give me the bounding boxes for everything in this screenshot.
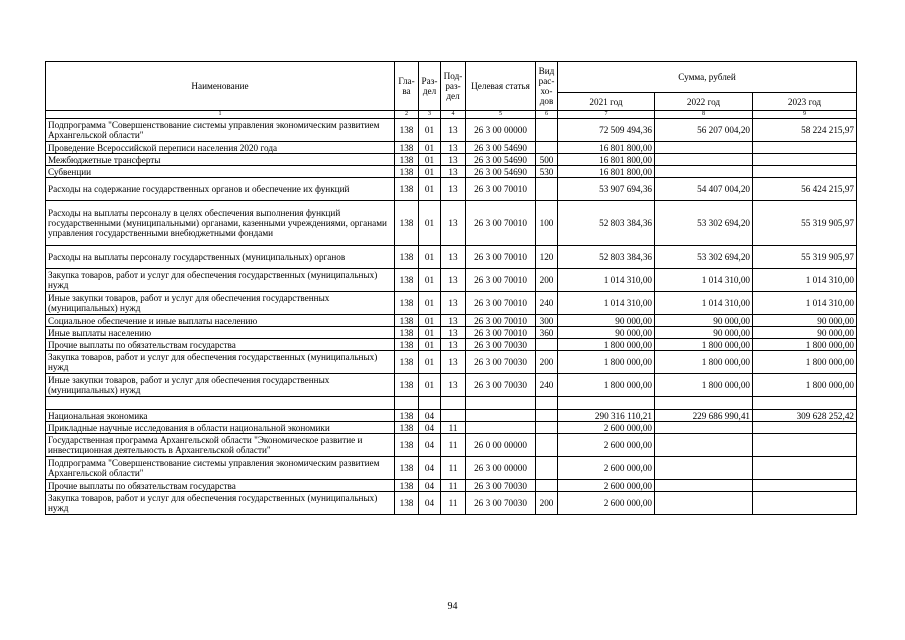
cell-subsection: 13 (441, 374, 466, 397)
cell-amount-2021: 1 014 310,00 (558, 292, 655, 315)
cell-chapter: 138 (395, 201, 419, 246)
cell-section: 01 (419, 246, 441, 269)
table-row (46, 492, 857, 515)
cell-target-article: 26 3 00 70010 (466, 292, 536, 315)
cell-target-article: 26 3 00 00000 (466, 119, 536, 142)
table-row (46, 351, 857, 374)
cell-expense-type: 200 (536, 351, 558, 374)
cell-amount-2021: 2 600 000,00 (558, 480, 655, 492)
cell-target-article (466, 410, 536, 422)
table-header (46, 62, 857, 119)
header-chapter: Гла-ва (395, 62, 419, 111)
cell-amount-2023: 1 800 000,00 (753, 351, 857, 374)
cell-expense-type: 120 (536, 246, 558, 269)
cell-section: 01 (419, 119, 441, 142)
cell-expense-type: 240 (536, 374, 558, 397)
cell-section: 01 (419, 154, 441, 166)
cell-amount-2022: 1 800 000,00 (655, 339, 753, 351)
cell-section: 01 (419, 166, 441, 178)
cell-subsection: 13 (441, 246, 466, 269)
cell-chapter: 138 (395, 292, 419, 315)
table-row (46, 269, 857, 292)
cell-amount-2021: 52 803 384,36 (558, 201, 655, 246)
cell-amount-2023: 55 319 905,97 (753, 201, 857, 246)
cell-amount-2022 (655, 166, 753, 178)
cell-expense-type (536, 339, 558, 351)
cell-amount-2023: 90 000,00 (753, 315, 857, 327)
cell-name: Закупка товаров, работ и услуг для обеспечения государственных (муниципальных) нужд (46, 351, 395, 374)
cell-target-article (466, 422, 536, 434)
cell-name: Иные выплаты населению (46, 327, 395, 339)
cell-chapter: 138 (395, 327, 419, 339)
cell-amount-2022: 90 000,00 (655, 327, 753, 339)
cell-amount-2023 (753, 422, 857, 434)
cell-subsection (441, 397, 466, 410)
cell-target-article: 26 3 00 54690 (466, 166, 536, 178)
cell-section: 04 (419, 492, 441, 515)
cell-expense-type: 200 (536, 492, 558, 515)
cell-name: Прочие выплаты по обязательствам государства (46, 480, 395, 492)
column-number: 1 (46, 111, 395, 119)
column-number: 4 (441, 111, 466, 119)
cell-expense-type (536, 480, 558, 492)
cell-amount-2021: 52 803 384,36 (558, 246, 655, 269)
cell-name: Иные закупки товаров, работ и услуг для обеспечения государственных (муниципальных) нужд (46, 292, 395, 315)
header-section: Раз-дел (419, 62, 441, 111)
cell-amount-2022 (655, 422, 753, 434)
table-body (46, 119, 857, 515)
cell-expense-type: 500 (536, 154, 558, 166)
budget-table (45, 61, 857, 515)
cell-amount-2021: 290 316 110,21 (558, 410, 655, 422)
column-number: 6 (536, 111, 558, 119)
cell-chapter: 138 (395, 178, 419, 201)
cell-name: Проведение Всероссийской переписи населения 2020 года (46, 142, 395, 154)
header-year-2023: 2023 год (753, 93, 857, 111)
header-year-2021: 2021 год (558, 93, 655, 111)
cell-amount-2021: 16 801 800,00 (558, 166, 655, 178)
cell-amount-2023: 1 014 310,00 (753, 269, 857, 292)
cell-section: 01 (419, 327, 441, 339)
cell-amount-2023 (753, 154, 857, 166)
cell-expense-type: 360 (536, 327, 558, 339)
cell-amount-2021: 1 014 310,00 (558, 269, 655, 292)
cell-amount-2022: 53 302 694,20 (655, 246, 753, 269)
cell-name: Расходы на содержание государственных органов и обеспечение их функций (46, 178, 395, 201)
cell-amount-2021: 72 509 494,36 (558, 119, 655, 142)
cell-target-article: 26 3 00 70010 (466, 269, 536, 292)
table-row (46, 457, 857, 480)
cell-amount-2022: 1 800 000,00 (655, 351, 753, 374)
table-row (46, 201, 857, 246)
cell-target-article: 26 3 00 70030 (466, 374, 536, 397)
cell-section: 01 (419, 315, 441, 327)
table-row (46, 119, 857, 142)
cell-name: Национальная экономика (46, 410, 395, 422)
cell-section: 01 (419, 178, 441, 201)
cell-expense-type (536, 142, 558, 154)
cell-target-article: 26 3 00 00000 (466, 457, 536, 480)
cell-amount-2021: 16 801 800,00 (558, 154, 655, 166)
cell-section: 01 (419, 374, 441, 397)
cell-name: Межбюджетные трансферты (46, 154, 395, 166)
table-row (46, 142, 857, 154)
cell-target-article (466, 397, 536, 410)
cell-chapter: 138 (395, 457, 419, 480)
cell-name: Субвенции (46, 166, 395, 178)
header-name: Наименование (46, 62, 395, 111)
cell-target-article: 26 3 00 70010 (466, 327, 536, 339)
cell-amount-2023 (753, 480, 857, 492)
cell-amount-2022 (655, 457, 753, 480)
column-number: 2 (395, 111, 419, 119)
cell-section: 01 (419, 351, 441, 374)
cell-chapter (395, 397, 419, 410)
cell-amount-2023 (753, 397, 857, 410)
cell-subsection: 13 (441, 166, 466, 178)
cell-name: Подпрограмма "Совершенствование системы управления экономическим развитием Архангельской области" (46, 457, 395, 480)
cell-amount-2021: 1 800 000,00 (558, 351, 655, 374)
cell-subsection: 13 (441, 178, 466, 201)
cell-amount-2023 (753, 166, 857, 178)
cell-amount-2022 (655, 397, 753, 410)
cell-chapter: 138 (395, 142, 419, 154)
cell-chapter: 138 (395, 434, 419, 457)
cell-chapter: 138 (395, 480, 419, 492)
cell-expense-type (536, 119, 558, 142)
cell-name: Социальное обеспечение и иные выплаты населению (46, 315, 395, 327)
cell-section: 01 (419, 339, 441, 351)
cell-subsection: 13 (441, 327, 466, 339)
cell-amount-2023: 1 800 000,00 (753, 374, 857, 397)
cell-subsection: 11 (441, 480, 466, 492)
cell-subsection: 11 (441, 457, 466, 480)
table-row (46, 339, 857, 351)
cell-amount-2021: 53 907 694,36 (558, 178, 655, 201)
column-number: 5 (466, 111, 536, 119)
table-row (46, 154, 857, 166)
column-number: 9 (753, 111, 857, 119)
cell-amount-2022: 229 686 990,41 (655, 410, 753, 422)
table-row (46, 434, 857, 457)
cell-amount-2023: 56 424 215,97 (753, 178, 857, 201)
cell-name: Иные закупки товаров, работ и услуг для обеспечения государственных (муниципальных) нужд (46, 374, 395, 397)
column-number: 3 (419, 111, 441, 119)
cell-section: 01 (419, 292, 441, 315)
cell-chapter: 138 (395, 166, 419, 178)
cell-amount-2023 (753, 142, 857, 154)
cell-amount-2023 (753, 492, 857, 515)
cell-section: 04 (419, 434, 441, 457)
cell-name: Прочие выплаты по обязательствам государства (46, 339, 395, 351)
cell-chapter: 138 (395, 492, 419, 515)
cell-name: Государственная программа Архангельской области "Экономическое развитие и инвестиционная деятельность в Архангельской области" (46, 434, 395, 457)
cell-amount-2023: 1 800 000,00 (753, 339, 857, 351)
cell-amount-2022: 1 800 000,00 (655, 374, 753, 397)
cell-amount-2023 (753, 434, 857, 457)
cell-amount-2022: 1 014 310,00 (655, 292, 753, 315)
cell-expense-type: 240 (536, 292, 558, 315)
table-row (46, 246, 857, 269)
header-expense-type: Вид рас-хо-дов (536, 62, 558, 111)
cell-expense-type: 300 (536, 315, 558, 327)
cell-name: Прикладные научные исследования в области национальной экономики (46, 422, 395, 434)
cell-target-article: 26 3 00 70030 (466, 351, 536, 374)
cell-subsection: 13 (441, 269, 466, 292)
cell-amount-2021: 90 000,00 (558, 315, 655, 327)
cell-amount-2022: 1 014 310,00 (655, 269, 753, 292)
cell-section (419, 397, 441, 410)
table-row (46, 315, 857, 327)
cell-amount-2022 (655, 154, 753, 166)
cell-name: Подпрограмма "Совершенствование системы управления экономическим развитием Архангельской области" (46, 119, 395, 142)
cell-chapter: 138 (395, 315, 419, 327)
column-number-row (46, 111, 857, 119)
cell-target-article: 26 0 00 00000 (466, 434, 536, 457)
cell-name: Расходы на выплаты персоналу государственных (муниципальных) органов (46, 246, 395, 269)
cell-amount-2023: 55 319 905,97 (753, 246, 857, 269)
cell-amount-2021: 2 600 000,00 (558, 457, 655, 480)
cell-target-article: 26 3 00 70030 (466, 339, 536, 351)
cell-subsection: 13 (441, 154, 466, 166)
cell-subsection: 11 (441, 492, 466, 515)
cell-target-article: 26 3 00 70030 (466, 492, 536, 515)
cell-chapter: 138 (395, 422, 419, 434)
cell-chapter: 138 (395, 246, 419, 269)
cell-amount-2022 (655, 434, 753, 457)
table-row (46, 166, 857, 178)
table-row (46, 178, 857, 201)
table-row (46, 410, 857, 422)
cell-amount-2023 (753, 457, 857, 480)
table-row (46, 480, 857, 492)
cell-subsection: 11 (441, 434, 466, 457)
column-number: 8 (655, 111, 753, 119)
cell-target-article: 26 3 00 70010 (466, 315, 536, 327)
cell-amount-2021 (558, 397, 655, 410)
cell-subsection: 13 (441, 351, 466, 374)
cell-chapter: 138 (395, 269, 419, 292)
cell-amount-2022 (655, 142, 753, 154)
cell-expense-type (536, 457, 558, 480)
cell-target-article: 26 3 00 70010 (466, 246, 536, 269)
cell-amount-2021: 2 600 000,00 (558, 492, 655, 515)
table-row (46, 327, 857, 339)
cell-amount-2022 (655, 492, 753, 515)
cell-section: 01 (419, 201, 441, 246)
cell-amount-2023: 58 224 215,97 (753, 119, 857, 142)
table-row (46, 292, 857, 315)
cell-expense-type: 100 (536, 201, 558, 246)
cell-subsection: 13 (441, 142, 466, 154)
cell-amount-2022 (655, 480, 753, 492)
header-subsection: Под-раз-дел (441, 62, 466, 111)
cell-section: 04 (419, 480, 441, 492)
cell-subsection: 13 (441, 339, 466, 351)
cell-section: 01 (419, 142, 441, 154)
column-number: 7 (558, 111, 655, 119)
cell-chapter: 138 (395, 410, 419, 422)
cell-chapter: 138 (395, 351, 419, 374)
cell-amount-2023: 1 014 310,00 (753, 292, 857, 315)
cell-target-article: 26 3 00 54690 (466, 142, 536, 154)
table-row (46, 397, 857, 410)
cell-amount-2021: 2 600 000,00 (558, 422, 655, 434)
cell-subsection: 11 (441, 422, 466, 434)
cell-expense-type (536, 410, 558, 422)
cell-name (46, 397, 395, 410)
cell-chapter: 138 (395, 374, 419, 397)
cell-name: Закупка товаров, работ и услуг для обеспечения государственных (муниципальных) нужд (46, 269, 395, 292)
cell-target-article: 26 3 00 70010 (466, 201, 536, 246)
cell-section: 04 (419, 422, 441, 434)
cell-target-article: 26 3 00 54690 (466, 154, 536, 166)
cell-amount-2021: 90 000,00 (558, 327, 655, 339)
cell-amount-2022: 53 302 694,20 (655, 201, 753, 246)
table-row (46, 374, 857, 397)
cell-subsection: 13 (441, 292, 466, 315)
cell-section: 04 (419, 457, 441, 480)
cell-expense-type (536, 422, 558, 434)
cell-expense-type (536, 434, 558, 457)
cell-name: Закупка товаров, работ и услуг для обеспечения государственных (муниципальных) нужд (46, 492, 395, 515)
cell-section: 04 (419, 410, 441, 422)
cell-chapter: 138 (395, 119, 419, 142)
cell-subsection: 13 (441, 201, 466, 246)
cell-expense-type (536, 397, 558, 410)
cell-amount-2022: 90 000,00 (655, 315, 753, 327)
cell-subsection: 13 (441, 119, 466, 142)
cell-amount-2021: 1 800 000,00 (558, 374, 655, 397)
cell-amount-2023: 309 628 252,42 (753, 410, 857, 422)
cell-amount-2021: 16 801 800,00 (558, 142, 655, 154)
page-number: 94 (447, 601, 458, 612)
header-amount: Сумма, рублей (558, 62, 857, 93)
cell-amount-2022: 54 407 004,20 (655, 178, 753, 201)
cell-expense-type: 530 (536, 166, 558, 178)
cell-target-article: 26 3 00 70010 (466, 178, 536, 201)
cell-subsection (441, 410, 466, 422)
cell-target-article: 26 3 00 70030 (466, 480, 536, 492)
cell-amount-2021: 2 600 000,00 (558, 434, 655, 457)
cell-expense-type: 200 (536, 269, 558, 292)
header-year-2022: 2022 год (655, 93, 753, 111)
cell-amount-2022: 56 207 004,20 (655, 119, 753, 142)
cell-expense-type (536, 178, 558, 201)
cell-chapter: 138 (395, 339, 419, 351)
header-target-article: Целевая статья (466, 62, 536, 111)
table-row (46, 422, 857, 434)
cell-chapter: 138 (395, 154, 419, 166)
cell-amount-2021: 1 800 000,00 (558, 339, 655, 351)
cell-amount-2023: 90 000,00 (753, 327, 857, 339)
cell-name: Расходы на выплаты персоналу в целях обеспечения выполнения функций государственными (муниципальными) органами, казенными учреждениями, органами управления государственными внебюджетными фондами (46, 201, 395, 246)
cell-section: 01 (419, 269, 441, 292)
cell-subsection: 13 (441, 315, 466, 327)
